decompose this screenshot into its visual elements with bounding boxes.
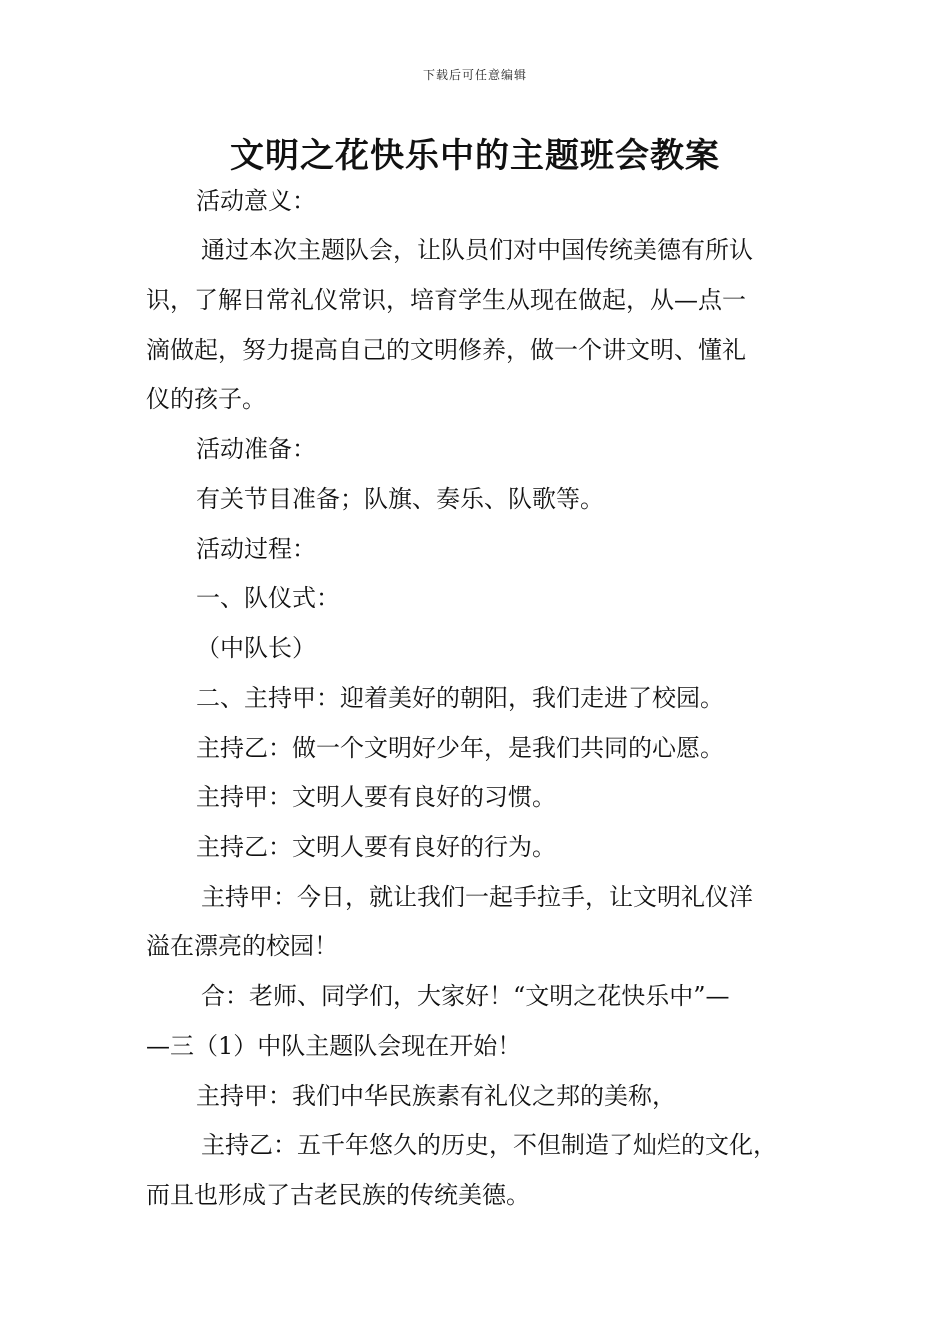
body-line: 主持甲：我们中华民族素有礼仪之邦的美称， bbox=[196, 1082, 676, 1110]
body-line: 主持乙：文明人要有良好的行为。 bbox=[196, 833, 556, 861]
body-line: —三（1）中队主题队会现在开始！ bbox=[146, 1032, 522, 1060]
body-line: 一、队仪式： bbox=[196, 584, 340, 612]
body-line: 活动准备： bbox=[196, 435, 316, 463]
body-line: 仪的孩子。 bbox=[146, 385, 266, 413]
body-line: 二、主持甲：迎着美好的朝阳，我们走进了校园。 bbox=[196, 684, 724, 712]
body-line: 而且也形成了古老民族的传统美德。 bbox=[146, 1181, 530, 1209]
body-line: 通过本次主题队会，让队员们对中国传统美德有所认 bbox=[201, 236, 753, 264]
page-title: 文明之花快乐中的主题班会教案 bbox=[230, 136, 720, 176]
body-line: 活动过程： bbox=[196, 535, 316, 563]
body-line: 滴做起，努力提高自己的文明修养，做一个讲文明、懂礼 bbox=[146, 336, 746, 364]
body-line: 有关节目准备；队旗、奏乐、队歌等。 bbox=[196, 485, 604, 513]
body-line: 识，了解日常礼仪常识，培育学生从现在做起，从—点一 bbox=[146, 286, 746, 314]
body-line: 活动意义： bbox=[196, 187, 316, 215]
body-line: 主持甲：文明人要有良好的习惯。 bbox=[196, 783, 556, 811]
body-line: 主持甲：今日，就让我们一起手拉手，让文明礼仪洋 bbox=[201, 883, 753, 911]
body-line: 主持乙：做一个文明好少年，是我们共同的心愿。 bbox=[196, 734, 724, 762]
header-note: 下载后可任意编辑 bbox=[422, 68, 527, 82]
body-line: 合：老师、同学们，大家好！“文明之花快乐中”— bbox=[201, 982, 730, 1010]
body-line: （中队长） bbox=[196, 634, 316, 662]
body-line: 主持乙：五千年悠久的历史，不但制造了灿烂的文化， bbox=[201, 1131, 777, 1159]
body-line: 溢在漂亮的校园！ bbox=[146, 932, 338, 960]
